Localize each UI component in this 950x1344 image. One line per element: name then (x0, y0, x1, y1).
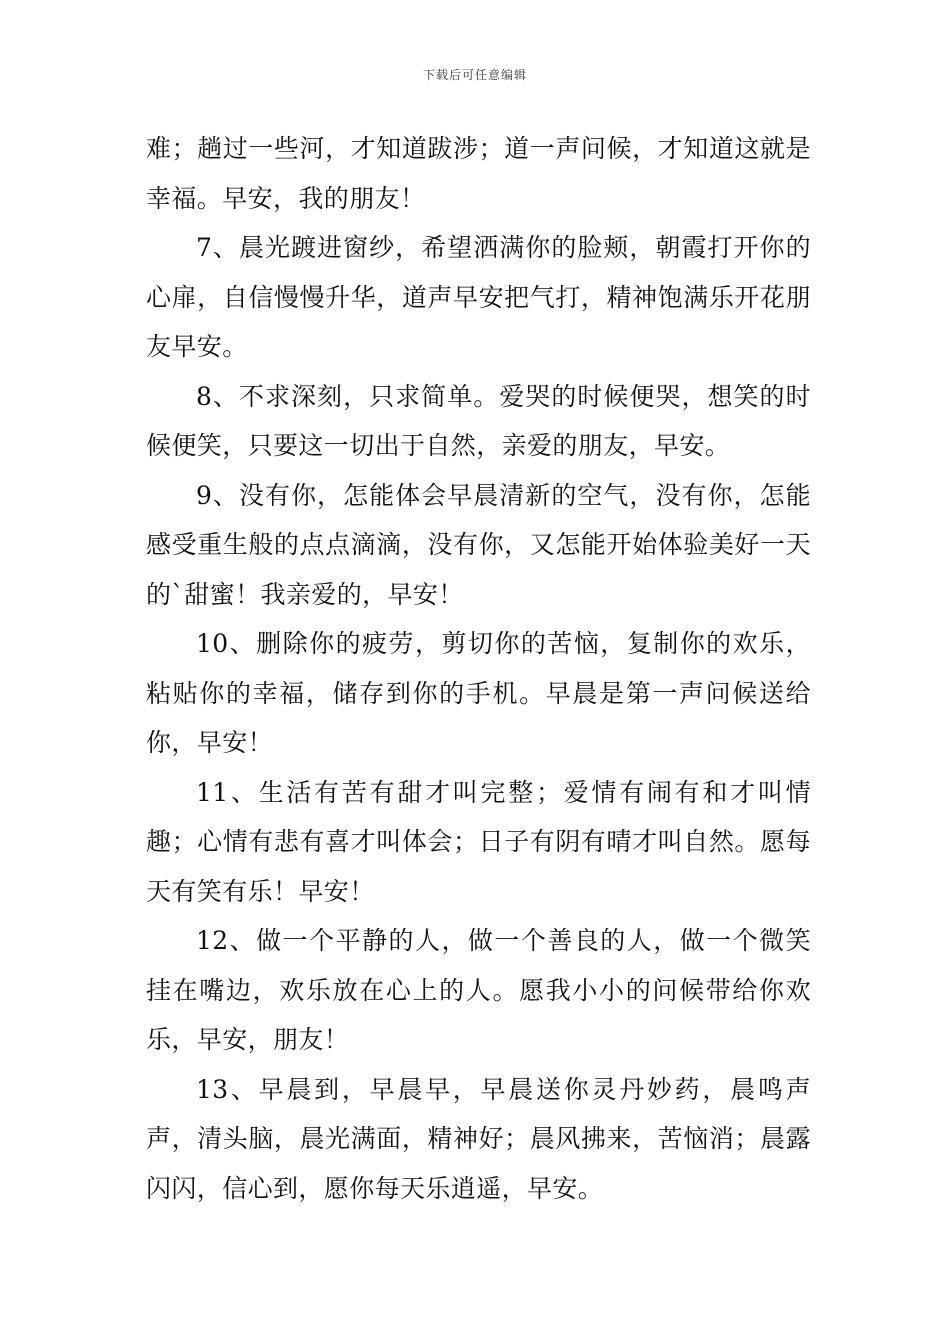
paragraph-item-8: 8、不求深刻，只求简单。爱哭的时候便哭，想笑的时候便笑，只要这一切出于自然，亲爱的朋友，早安。 (146, 381, 811, 460)
document-body (146, 124, 811, 1213)
paragraph-item-7: 7、晨光踱进窗纱，希望洒满你的脸颊，朝霞打开你的心扉，自信慢慢升华，道声早安把气打，精神饱满乐开花朋友早安。 (146, 233, 811, 361)
paragraph-item-13: 13、早晨到，早晨早，早晨送你灵丹妙药，晨鸣声声，清头脑，晨光满面，精神好；晨风拂来，苦恼消；晨露闪闪，信心到，愿你每天乐逍遥，早安。 (146, 1074, 811, 1203)
paragraph-item-11: 11、生活有苦有甜才叫完整；爱情有闹有和才叫情趣；心情有悲有喜才叫体会；日子有阴有晴才叫自然。愿每天有笑有乐！早安！ (146, 777, 811, 906)
paragraph-item-10: 10、删除你的疲劳，剪切你的苦恼，复制你的欢乐，粘贴你的幸福，储存到你的手机。早晨是第一声问候送给你，早安！ (146, 629, 811, 757)
paragraph-continuation: 难；趟过一些河，才知道跋涉；道一声问候，才知道这就是幸福。早安，我的朋友！ (146, 134, 811, 213)
page-header: 下载后可任意编辑 (422, 68, 527, 82)
paragraph-item-9: 9、没有你，怎能体会早晨清新的空气，没有你，怎能感受重生般的点点滴滴，没有你，又怎能开始体验美好一天的`甜蜜！我亲爱的，早安！ (146, 480, 811, 609)
paragraph-item-12: 12、做一个平静的人，做一个善良的人，做一个微笑挂在嘴边，欢乐放在心上的人。愿我小小的问候带给你欢乐，早安，朋友！ (146, 926, 811, 1054)
